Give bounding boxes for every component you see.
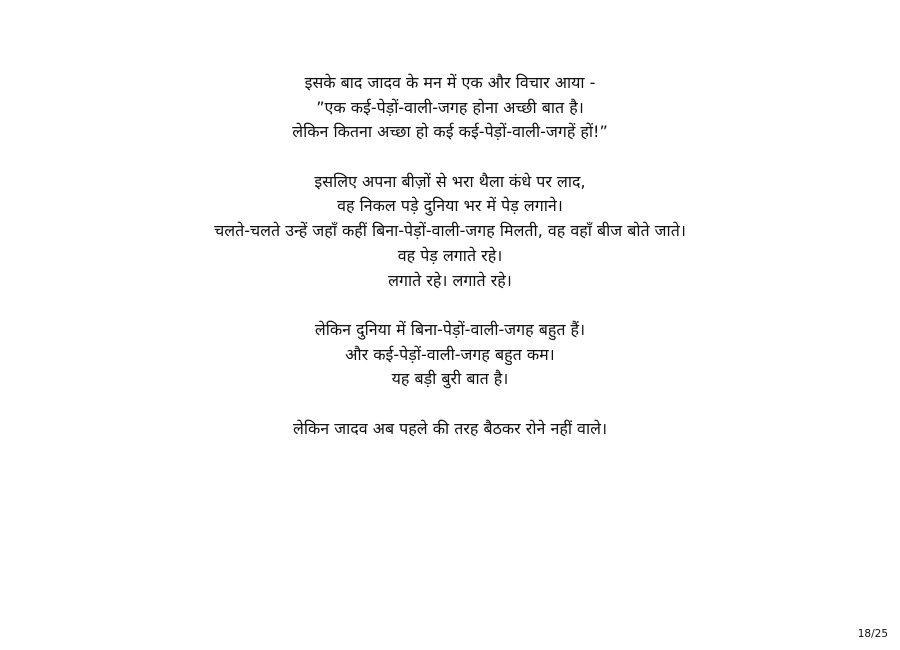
text-line: इसके बाद जादव के मन में एक और विचार आया -: [304, 73, 596, 92]
text-line: और कई-पेड़ों-वाली-जगह बहुत कम।: [345, 344, 555, 364]
text-line: लेकिन दुनिया में बिना-पेड़ों-वाली-जगह बहुत हैं।: [314, 319, 586, 339]
page-number: 18/25: [857, 628, 888, 640]
stanza-2: [0, 170, 900, 293]
stanza-3: [0, 318, 900, 392]
text-line: ”एक कई-पेड़ों-वाली-जगह होना अच्छी बात है।: [316, 97, 584, 117]
stanza-4: [0, 417, 900, 442]
stanza-1: [0, 71, 900, 145]
text-line: यह बड़ी बुरी बात है।: [391, 369, 509, 389]
text-line: इसलिए अपना बीज़ों से भरा थैला कंधे पर लाद,: [314, 171, 586, 191]
text-line: लगाते रहे। लगाते रहे।: [388, 270, 512, 290]
text-line: लेकिन जादव अब पहले की तरह बैठकर रोने नहीं वाले।: [292, 418, 608, 438]
text-line: वह निकल पड़े दुनिया भर में पेड़ लगाने।: [337, 196, 563, 216]
text-line: लेकिन कितना अच्छा हो कई कई-पेड़ों-वाली-जगहें हों!”: [292, 122, 608, 142]
text-line: वह पेड़ लगाते रहे।: [397, 245, 503, 265]
story-text: [0, 71, 900, 466]
text-line: चलते-चलते उन्हें जहाँ कहीं बिना-पेड़ों-वाली-जगह मिलती, वह वहाँ बीज बोते जाते।: [214, 221, 686, 241]
